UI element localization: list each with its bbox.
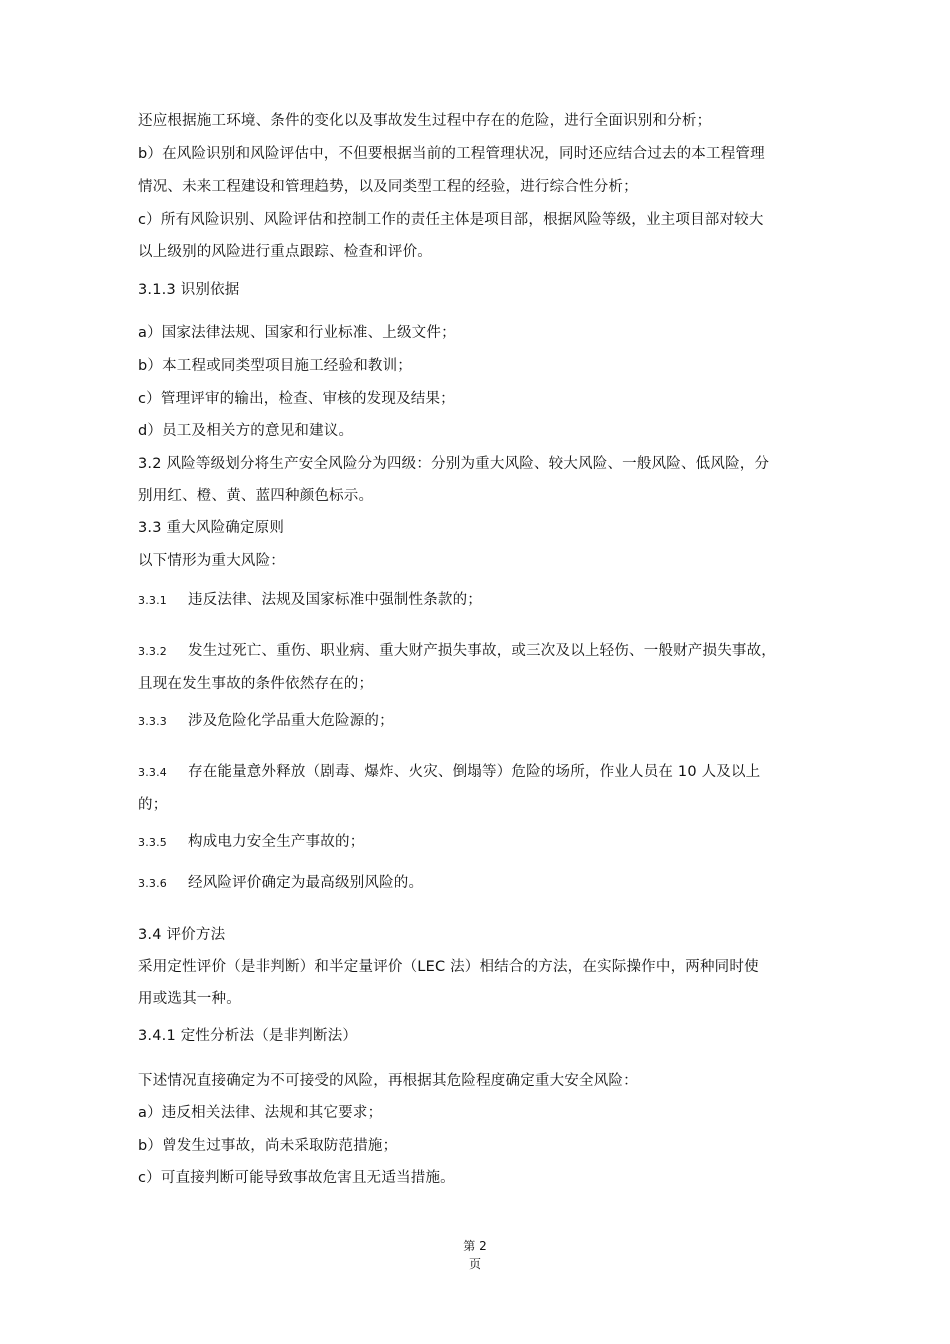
list-item: c）管理评审的输出，检查、审核的发现及结果； (138, 391, 455, 407)
list-item: d）员工及相关方的意见和建议。 (138, 423, 354, 439)
principle-number: 3.3.6 (138, 877, 167, 890)
paragraph-line: 以上级别的风险进行重点跟踪、检查和评价。 (138, 244, 432, 260)
principle-item (138, 832, 364, 853)
principle-text: 涉及危险化学品重大危险源的； (188, 713, 394, 729)
principle-item (138, 873, 423, 894)
principle-text: 违反法律、法规及国家标准中强制性条款的； (188, 592, 482, 608)
principle-continuation: 且现在发生事故的条件依然存在的； (138, 676, 374, 692)
paragraph-line: 用或选其一种。 (138, 991, 241, 1007)
paragraph-line: 别用红、橙、黄、蓝四种颜色标示。 (138, 488, 374, 504)
principle-text: 构成电力安全生产事故的； (188, 834, 365, 850)
list-item: a）国家法律法规、国家和行业标准、上级文件； (138, 325, 456, 341)
principle-text: 存在能量意外释放（剧毒、爆炸、火灾、倒塌等）危险的场所，作业人员在 10 人及以上 (188, 764, 761, 780)
principle-number: 3.3.2 (138, 645, 167, 658)
list-item: c）可直接判断可能导致事故危害且无适当措施。 (138, 1170, 455, 1186)
principle-item (138, 590, 482, 611)
principle-item (138, 762, 760, 783)
principle-text: 发生过死亡、重伤、职业病、重大财产损失事故，或三次及以上轻伤、一般财产损失事故， (188, 643, 776, 659)
page-number-line1: 第 2 (463, 1239, 487, 1253)
principle-item (138, 641, 776, 662)
principle-text: 经风险评价确定为最高级别风险的。 (188, 875, 424, 891)
section-heading: 3.1.3 识别依据 (138, 282, 240, 298)
paragraph-line: 下述情况直接确定为不可接受的风险，再根据其危险程度确定重大安全风险： (138, 1073, 638, 1089)
paragraph-line: 情况、未来工程建设和管理趋势，以及同类型工程的经验，进行综合性分析； (138, 179, 638, 195)
section-heading: 3.4.1 定性分析法（是非判断法） (138, 1028, 358, 1044)
principle-number: 3.3.1 (138, 594, 167, 607)
list-item: a）违反相关法律、法规和其它要求； (138, 1105, 383, 1121)
principle-number: 3.3.5 (138, 836, 167, 849)
paragraph-line: c）所有风险识别、风险评估和控制工作的责任主体是项目部，根据风险等级，业主项目部对较大 (138, 212, 764, 228)
principle-continuation: 的； (138, 797, 168, 813)
list-item: b）曾发生过事故，尚未采取防范措施； (138, 1138, 398, 1154)
list-item: b）本工程或同类型项目施工经验和教训； (138, 358, 413, 374)
paragraph-line: 3.2 风险等级划分将生产安全风险分为四级：分别为重大风险、较大风险、一般风险、低风险，分 (138, 456, 770, 472)
page-number-line2: 页 (468, 1257, 481, 1271)
principle-number: 3.3.3 (138, 715, 167, 728)
principle-number: 3.3.4 (138, 766, 167, 779)
section-heading: 3.3 重大风险确定原则 (138, 520, 285, 536)
paragraph-line: 以下情形为重大风险： (138, 553, 285, 569)
section-heading: 3.4 评价方法 (138, 927, 226, 943)
paragraph-line: 采用定性评价（是非判断）和半定量评价（LEC 法）相结合的方法，在实际操作中，两种同时使 (138, 959, 759, 975)
paragraph-line: b）在风险识别和风险评估中，不但要根据当前的工程管理状况，同时还应结合过去的本工程管理 (138, 146, 765, 162)
principle-item (138, 711, 394, 732)
paragraph-line: 还应根据施工环境、条件的变化以及事故发生过程中存在的危险，进行全面识别和分析； (138, 113, 712, 129)
